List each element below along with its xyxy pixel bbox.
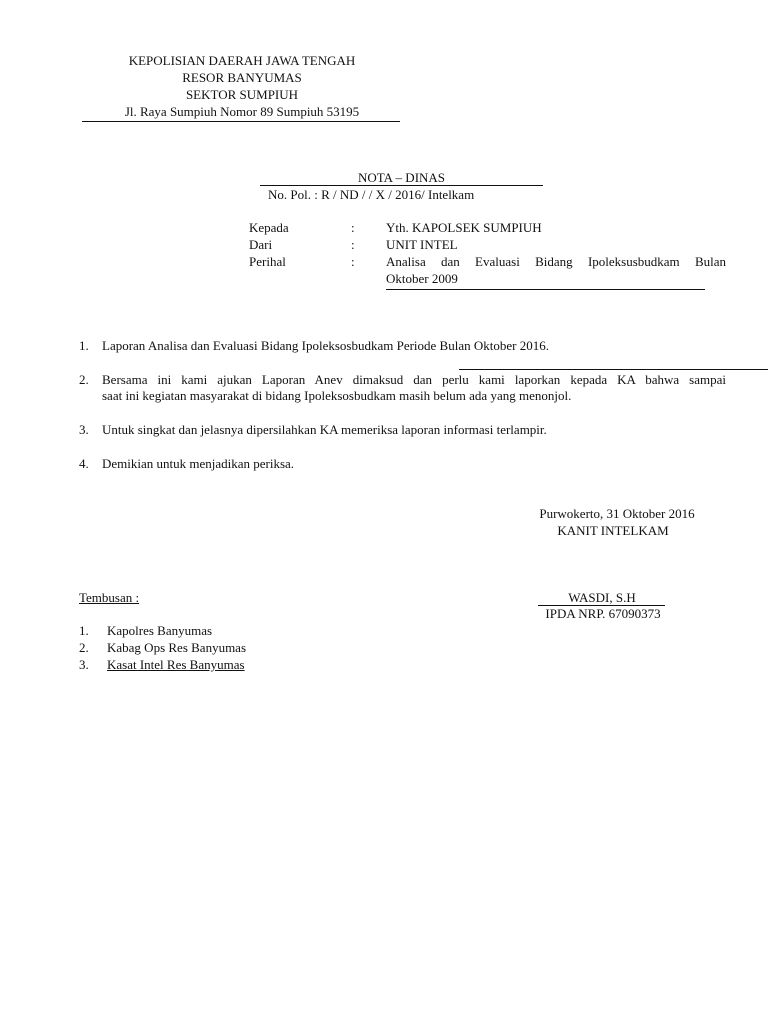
item-1-text: Laporan Analisa dan Evaluasi Bidang Ipoleksosbudkam Periode Bulan Oktober 2016. (102, 338, 549, 353)
item-2-text-line1: Bersama ini kami ajukan Laporan Anev dimaksud dan perlu kami laporkan kepada KA bahwa sampai (102, 372, 726, 387)
tembusan-item-2-number: 2. (79, 640, 89, 655)
nota-number: No. Pol. : R / ND / / X / 2016/ Intelkam (268, 187, 475, 202)
field-value-perihal-line1: Analisa dan Evaluasi Bidang Ipoleksusbudkam Bulan (386, 254, 726, 269)
field-label-perihal: Perihal (249, 254, 286, 269)
signature-position: KANIT INTELKAM (557, 523, 669, 538)
tembusan-item-3-text: Kasat Intel Res Banyumas (107, 657, 245, 672)
item-2-number: 2. (79, 372, 89, 387)
item-4-number: 4. (79, 456, 89, 471)
field-sep-kepada: : (351, 220, 355, 235)
signature-name: WASDI, S.H (568, 590, 636, 605)
tembusan-label: Tembusan : (79, 590, 140, 605)
item-3-text: Untuk singkat dan jelasnya dipersilahkan KA memeriksa laporan informasi terlampir. (102, 422, 547, 437)
item-3-number: 3. (79, 422, 89, 437)
tembusan-item-2-text: Kabag Ops Res Banyumas (107, 640, 247, 655)
stray-rule (459, 369, 768, 370)
nota-title: NOTA – DINAS (357, 170, 446, 185)
item-2-text-line2: saat ini kegiatan masyarakat di bidang Ipoleksosbudkam masih belum ada yang menonjol. (102, 388, 572, 403)
field-sep-perihal: : (351, 254, 355, 269)
field-sep-dari: : (351, 237, 355, 252)
tembusan-item-1-number: 1. (79, 623, 89, 638)
field-label-dari: Dari (249, 237, 273, 252)
letterhead-line2: RESOR BANYUMAS (182, 70, 302, 85)
tembusan-item-3-number: 3. (79, 657, 89, 672)
signature-place-date: Purwokerto, 31 Oktober 2016 (539, 506, 695, 521)
field-value-perihal-line2: Oktober 2009 (386, 271, 458, 286)
letterhead-line3: SEKTOR SUMPIUH (185, 87, 299, 102)
field-value-dari: UNIT INTEL (386, 237, 458, 252)
field-value-kepada: Yth. KAPOLSEK SUMPIUH (386, 220, 542, 235)
letterhead-address: Jl. Raya Sumpiuh Nomor 89 Sumpiuh 53195 (124, 104, 360, 119)
perihal-underline (386, 289, 705, 290)
item-4-text: Demikian untuk menjadikan periksa. (102, 456, 295, 471)
item-1-number: 1. (79, 338, 89, 353)
letterhead-line1: KEPOLISIAN DAERAH JAWA TENGAH (128, 53, 356, 68)
tembusan-item-1-text: Kapolres Banyumas (107, 623, 213, 638)
letterhead-underline (82, 121, 400, 122)
field-label-kepada: Kepada (249, 220, 289, 235)
signature-rank-nrp: IPDA NRP. 67090373 (545, 606, 661, 621)
